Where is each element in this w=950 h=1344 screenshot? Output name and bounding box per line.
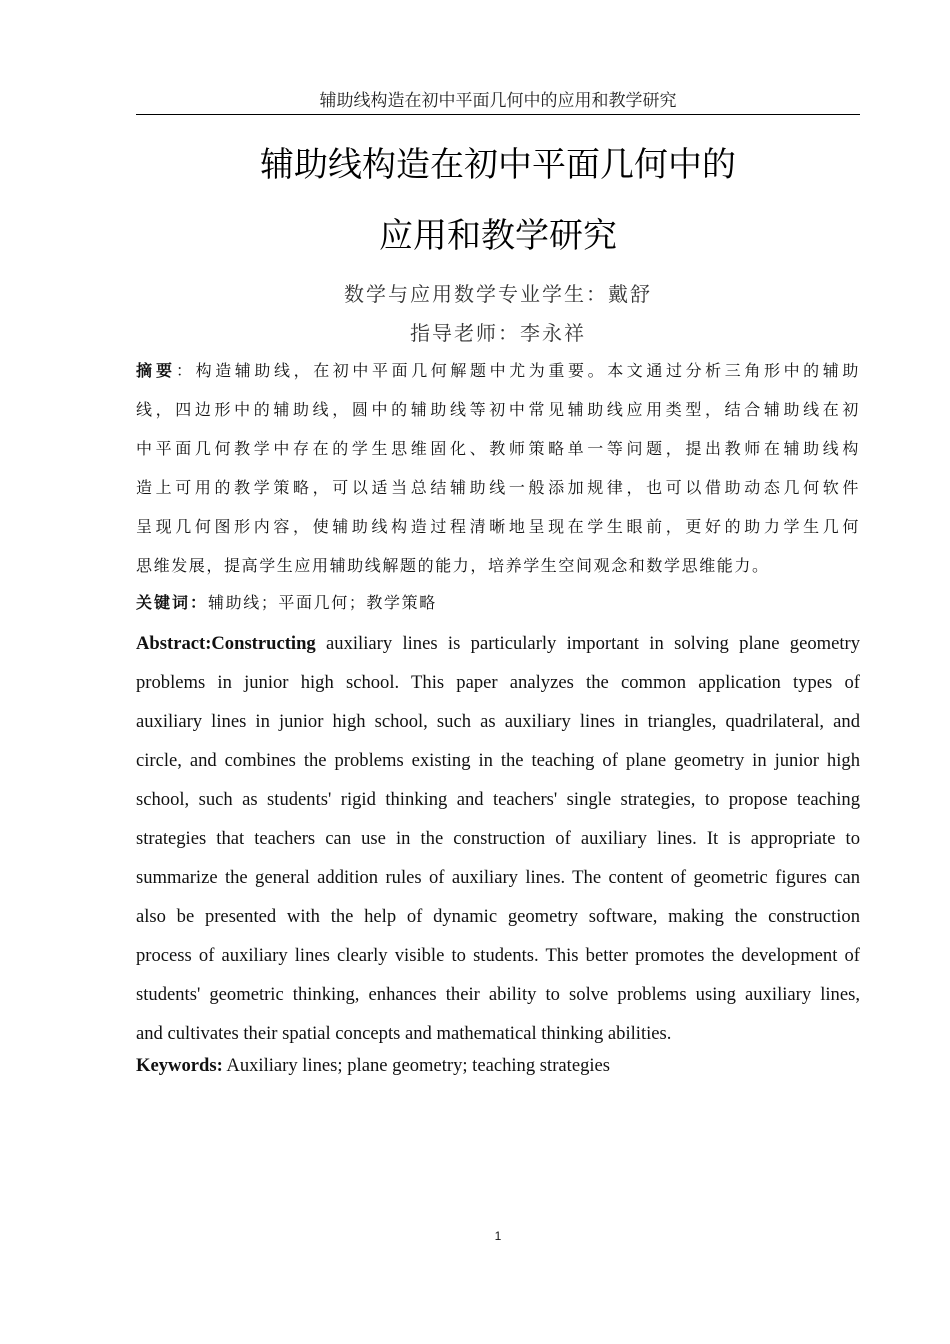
english-abstract [136,624,860,1053]
chinese-abstract-colon: ： [176,361,196,380]
advisor-line: 指导老师：李永祥 [410,321,586,345]
english-abstract-line: school, such as students' rigid thinking and teachers' single strategies, to propose teaching [136,789,860,810]
english-abstract-line [136,624,860,663]
chinese-keywords-text: 辅助线；平面几何；教学策略 [208,593,437,612]
page-number: 1 [494,1229,502,1243]
english-abstract-line: and cultivates their spatial concepts and mathematical thinking abilities. [136,1023,672,1044]
chinese-keywords [136,590,860,616]
english-abstract-text: auxiliary lines is particularly important in solving plane geometry [315,633,860,654]
header-rule [136,114,860,115]
paper-title-line-1: 辅助线构造在初中平面几何中的 [260,145,736,185]
chinese-abstract-line: 造上可用的教学策略，可以适当总结辅助线一般添加规律，也可以借助动态几何软件 [136,477,860,497]
english-keywords [136,1053,860,1079]
english-abstract-line: circle, and combines the problems existing in the teaching of plane geometry in junior high [136,750,860,771]
chinese-abstract-line: 呈现几何图形内容，使辅助线构造过程清晰地呈现在学生眼前，更好的助力学生几何 [136,516,860,536]
english-abstract-line: process of auxiliary lines clearly visible to students. This better promotes the development of [136,945,860,966]
chinese-keywords-label: 关键词： [136,593,209,612]
running-header: 辅助线构造在初中平面几何中的应用和教学研究 [319,91,677,110]
english-abstract-line: strategies that teachers can use in the construction of auxiliary lines. It is appropriate to [136,828,860,849]
student-author-line: 数学与应用数学专业学生：戴舒 [344,282,652,306]
chinese-abstract-line: 线，四边形中的辅助线，圆中的辅助线等初中常见辅助线应用类型，结合辅助线在初 [136,399,860,419]
chinese-abstract-line: 思维发展，提高学生应用辅助线解题的能力，培养学生空间观念和数学思维能力。 [136,555,770,575]
english-keywords-text: Auxiliary lines; plane geometry; teaching strategies [222,1055,611,1076]
english-abstract-line: problems in junior high school. This paper analyzes the common application types of [136,672,860,693]
english-keywords-label: Keywords: [136,1055,223,1076]
chinese-abstract-line [136,352,860,391]
english-abstract-label: Abstract:Constructing [136,633,316,654]
chinese-abstract-text: 构造辅助线，在初中平面几何解题中尤为重要。本文通过分析三角形中的辅助 [195,361,860,380]
english-abstract-line: students' geometric thinking, enhances their ability to solve problems using auxiliary lines, [136,984,860,1005]
chinese-abstract [136,352,860,585]
english-abstract-line: summarize the general addition rules of auxiliary lines. The content of geometric figures can [136,867,860,888]
paper-title-line-2: 应用和教学研究 [379,216,617,256]
chinese-abstract-line: 中平面几何教学中存在的学生思维固化、教师策略单一等问题，提出教师在辅助线构 [136,438,860,458]
english-abstract-line: also be presented with the help of dynamic geometry software, making the construction [136,906,860,927]
english-abstract-line: auxiliary lines in junior high school, such as auxiliary lines in triangles, quadrilateral, and [136,711,860,732]
chinese-abstract-label: 摘要 [136,361,176,380]
